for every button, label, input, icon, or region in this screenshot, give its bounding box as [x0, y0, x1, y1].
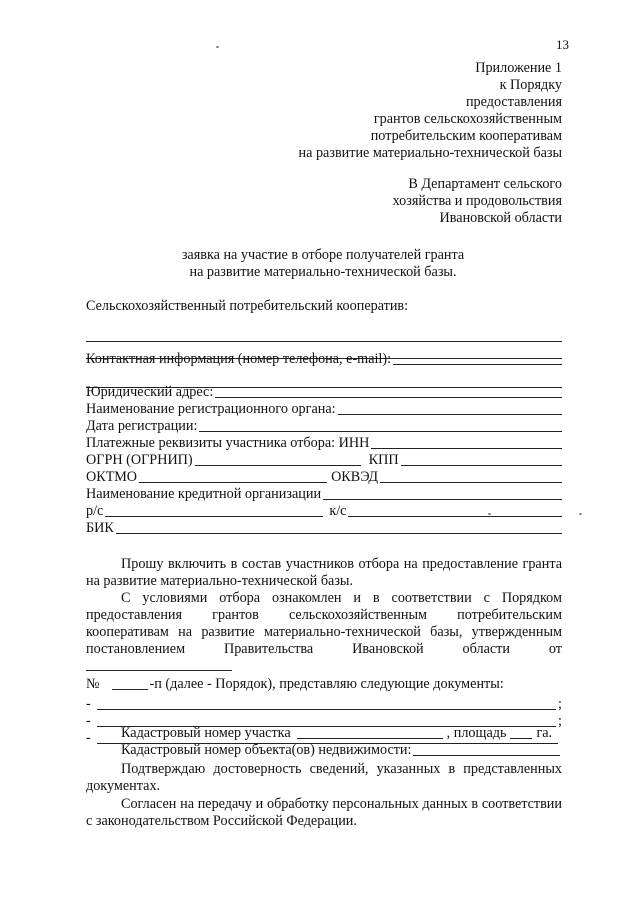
order-number-row: [86, 676, 562, 693]
kpp-field[interactable]: [401, 452, 562, 466]
contact-label: Контактная информация (номер телефона, e-mail):: [86, 351, 392, 367]
okved-label: ОКВЭД: [331, 469, 379, 485]
addressee-block: [393, 176, 562, 227]
legal-address-label: Юридический адрес:: [86, 384, 214, 400]
inn-field[interactable]: [371, 435, 562, 449]
area-unit: га.: [536, 725, 553, 741]
registration-date-label: Дата регистрации:: [86, 418, 198, 434]
appendix-line: предоставления: [465, 94, 562, 110]
registration-date-field[interactable]: [199, 418, 562, 432]
credit-org-field[interactable]: [323, 486, 562, 500]
confirmation-text: Подтверждаю достоверность сведений, указанных в представленных документах.: [86, 761, 562, 794]
area-field[interactable]: [510, 725, 532, 739]
appendix-line: грантов сельскохозяйственным: [373, 111, 562, 127]
cadastral-object-row: [86, 742, 562, 759]
dash-marker: -: [86, 713, 91, 729]
scan-speck: [579, 513, 582, 515]
cooperative-name-line-1[interactable]: [86, 327, 562, 342]
confirmation-paragraph: [86, 761, 562, 795]
cooperative-label: Сельскохозяйственный потребительский кооператив:: [86, 298, 409, 314]
contact-row: [86, 351, 562, 368]
registration-body-row: [86, 401, 562, 418]
registration-body-field[interactable]: [338, 401, 562, 415]
corr-account-field[interactable]: [348, 503, 562, 517]
consent-paragraph: [86, 796, 562, 830]
legal-address-row: [86, 384, 562, 401]
okved-field[interactable]: [380, 469, 562, 483]
kpp-label: КПП: [368, 452, 399, 468]
area-label: , площадь: [446, 725, 507, 741]
ogrn-field[interactable]: [195, 452, 361, 466]
scan-speck: [216, 46, 219, 48]
cooperative-section: [86, 298, 562, 359]
conditions-text: [86, 590, 562, 676]
corr-account-label: к/с: [329, 503, 347, 519]
conditions-text-body: С условиями отбора ознакомлен и в соответствии с Порядком предоставления грантов сельскохозяйственным потребительским кооперативам на развитие материально-технической базы, утвержденным постановлением Правительства Ивановской области от: [86, 590, 562, 657]
request-text: Прошу включить в состав участников отбора на предоставление гранта на развитие материально-технической базы.: [86, 556, 562, 589]
appendix-line: к Порядку: [499, 77, 562, 93]
title-line: на развитие материально-технической базы.: [189, 264, 457, 280]
appendix-header: [299, 60, 562, 162]
consent-text: Согласен на передачу и обработку персональных данных в соответствии с законодательством Российской Федерации.: [86, 796, 562, 829]
ogrn-label: ОГРН (ОГРНИП): [86, 452, 193, 468]
dash-marker: -: [86, 696, 91, 712]
semicolon: ;: [558, 696, 562, 712]
credit-org-label: Наименование кредитной организации: [86, 486, 322, 502]
cadastral-object-label: Кадастровый номер объекта(ов) недвижимости:: [121, 742, 412, 758]
addressee-line: В Департамент сельского: [408, 176, 562, 192]
scan-speck: [488, 513, 491, 515]
cadastral-land-label: Кадастровый номер участка: [121, 725, 291, 741]
legal-address-field[interactable]: [215, 384, 562, 398]
title-line: заявка на участие в отборе получателей гранта: [181, 247, 465, 263]
order-date-field[interactable]: [86, 658, 232, 671]
document-title: [86, 247, 560, 281]
cooperative-label-row: [86, 298, 562, 315]
registration-date-row: [86, 418, 562, 435]
bik-label: БИК: [86, 520, 114, 536]
addressee-line: Ивановской области: [439, 210, 562, 226]
request-paragraph: [86, 556, 562, 590]
addressee-line: хозяйства и продовольствия: [392, 193, 562, 209]
payment-details-label: Платежные реквизиты участника отбора: ИНН: [86, 435, 370, 451]
credit-org-row: [86, 486, 562, 503]
order-suffix-text: -п (далее - Порядок), представляю следующие документы:: [149, 676, 504, 692]
ogrn-kpp-row: [86, 452, 562, 469]
account-label: р/с: [86, 503, 104, 519]
oktmo-okved-row: [86, 469, 562, 486]
cadastral-land-field[interactable]: [297, 725, 443, 739]
cadastral-object-field[interactable]: [413, 742, 560, 756]
dash-marker: -: [86, 730, 91, 746]
cadastral-land-row: [86, 725, 562, 742]
bik-row: [86, 520, 562, 537]
semicolon: ;: [558, 713, 562, 729]
document-item-row: [86, 696, 562, 713]
oktmo-label: ОКТМО: [86, 469, 138, 485]
bik-field[interactable]: [116, 520, 562, 534]
order-number-field[interactable]: [112, 677, 148, 690]
appendix-line: Приложение 1: [475, 60, 562, 76]
oktmo-field[interactable]: [139, 469, 327, 483]
registration-body-label: Наименование регистрационного органа:: [86, 401, 336, 417]
contact-field[interactable]: [393, 351, 562, 365]
contact-section: [86, 351, 562, 388]
appendix-line: на развитие материально-технической базы: [298, 145, 562, 161]
page-number: 13: [556, 37, 569, 52]
account-field[interactable]: [105, 503, 323, 517]
document-item-field-1[interactable]: [97, 696, 556, 710]
appendix-line: потребительским кооперативам: [370, 128, 562, 144]
account-row: [86, 503, 562, 520]
number-sign: №: [86, 676, 100, 692]
cadastral-section: [86, 725, 562, 759]
conditions-paragraph: [86, 590, 562, 747]
inn-row: [86, 435, 562, 452]
